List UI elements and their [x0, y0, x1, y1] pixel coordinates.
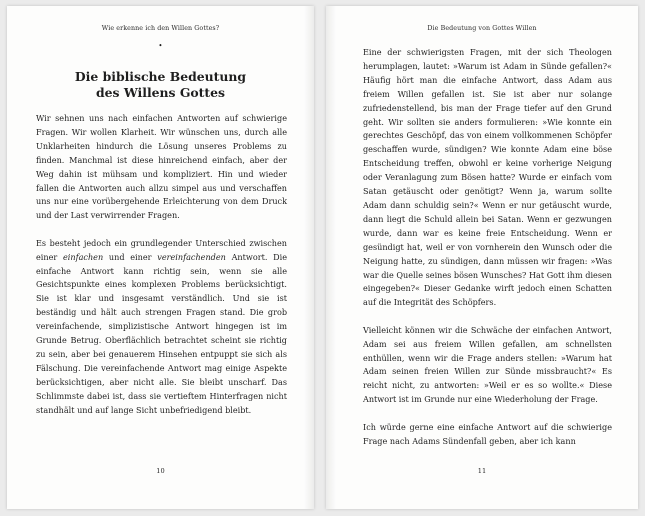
body-text	[36, 112, 287, 431]
text-run: Es besteht jedoch ein grundlegender Unterschied zwischen einer	[36, 237, 287, 262]
paragraph: Ich würde gerne eine einfache Antwort auf die schwierige Frage nach Adams Sündenfall geben, aber ich kann	[363, 421, 612, 446]
emphasis-einfachen: einfachen	[63, 251, 104, 262]
chapter-title-line-2: des Willens Gottes	[96, 84, 225, 100]
emphasis-vereinfachenden: vereinfachenden	[157, 251, 226, 262]
text-run: Antwort. Die einfache Antwort kann richtig sein, wenn sie alle Gesichtspunkte eines komplexen Problems berücksichtigt. Sie ist klar und insgesamt verständlich. Und sie ist beständig und hält auch strengen Fragen stand. Die grob vereinfachende, simplizistische Antwort hingegen ist im Grunde Betrug. Oberflächlich betrachtet scheint sie richtig zu sein, aber bei genauerem Hinsehen entpuppt sie sich als Fälschung. Die vereinfachende Antwort mag einige Aspekte berücksichtigen, aber nicht alle. Sie bleibt unscharf. Das Schlimmste dabei ist, dass sie vertieftem Hinterfragen nicht standhält und auf lange Sicht unbefriedigend bleibt.	[36, 251, 288, 415]
ornament-bullet: •	[158, 42, 163, 50]
chapter-title	[7, 69, 314, 100]
right-page	[326, 6, 638, 509]
chapter-title-line-1: Die biblische Bedeutung	[74, 69, 247, 84]
text-run: und einer	[103, 251, 158, 262]
paragraph: Wir sehnen uns nach einfachen Antworten auf schwierige Fragen. Wir wollen Klarheit. Wir wünschen uns, durch alle Unklarheiten hindurch die Lösung unseres Problems zu finden. Manchmal ist diese hinreichend einfach, aber der Weg dahin ist mühsam und kompliziert. Hin und wieder fallen die Antworten auch allzu simpel aus und verschaffen uns nur eine vorübergehende Erleichterung von dem Druck und der Last verwirrender Fragen.	[36, 113, 287, 221]
paragraph	[36, 237, 287, 418]
page-number: 11	[477, 467, 487, 475]
body-text	[363, 46, 612, 462]
running-head: Die Bedeutung von Gottes Willen	[427, 25, 537, 32]
running-head: Wie erkenne ich den Willen Gottes?	[101, 25, 220, 32]
paragraph: Eine der schwierigsten Fragen, mit der sich Theologen herumplagen, lautet: »Warum ist Adam in Sünde gefallen?« Häufig hört man die einfache Antwort, dass Adam aus freiem Willen gefallen ist. Sie ist aber nur solange zufriedenstellend, bis man der Frage tiefer auf den Grund geht. Wir sollten sie anders formulieren: »Wie konnte ein gerechtes Geschöpf, das von einem vollkommenen Schöpfer geschaffen wurde, sündigen? Wie konnte Adam eine böse Entscheidung treffen, obwohl er keine vorherige Neigung oder Veranlagung zum Bösen hatte? Wurde er einfach vom Satan getäuscht oder genötigt? Wenn ja, warum sollte Adam dann schuldig sein?« Wenn er nur getäuscht wurde, dann liegt die Schuld allein bei Satan. Wenn er gezwungen wurde, dann war es keine freie Entscheidung. Wenn er gesündigt hat, weil er von vornherein den Wunsch oder die Neigung hatte, zu sündigen, dann müssen wir fragen: »Was war die Quelle seines bösen Wunsches? Hat Gott ihm diesen eingegeben?« Dieser Gedanke wirft jedoch einen Schatten auf die Integrität des Schöpfers.	[363, 47, 612, 308]
left-page	[7, 6, 314, 509]
page-number: 10	[156, 467, 165, 475]
paragraph: Vielleicht können wir die Schwäche der einfachen Antwort, Adam sei aus freiem Willen gefallen, am schnellsten enthüllen, wenn wir die Frage anders stellen: »Warum hat Adam seinen freien Willen zur Sünde missbraucht?« Es reicht nicht, zu antworten: »Weil er es so wollte.« Diese Antwort ist im Grunde nur eine Wiederholung der Frage.	[363, 324, 612, 405]
gutter-shadow	[326, 6, 336, 509]
